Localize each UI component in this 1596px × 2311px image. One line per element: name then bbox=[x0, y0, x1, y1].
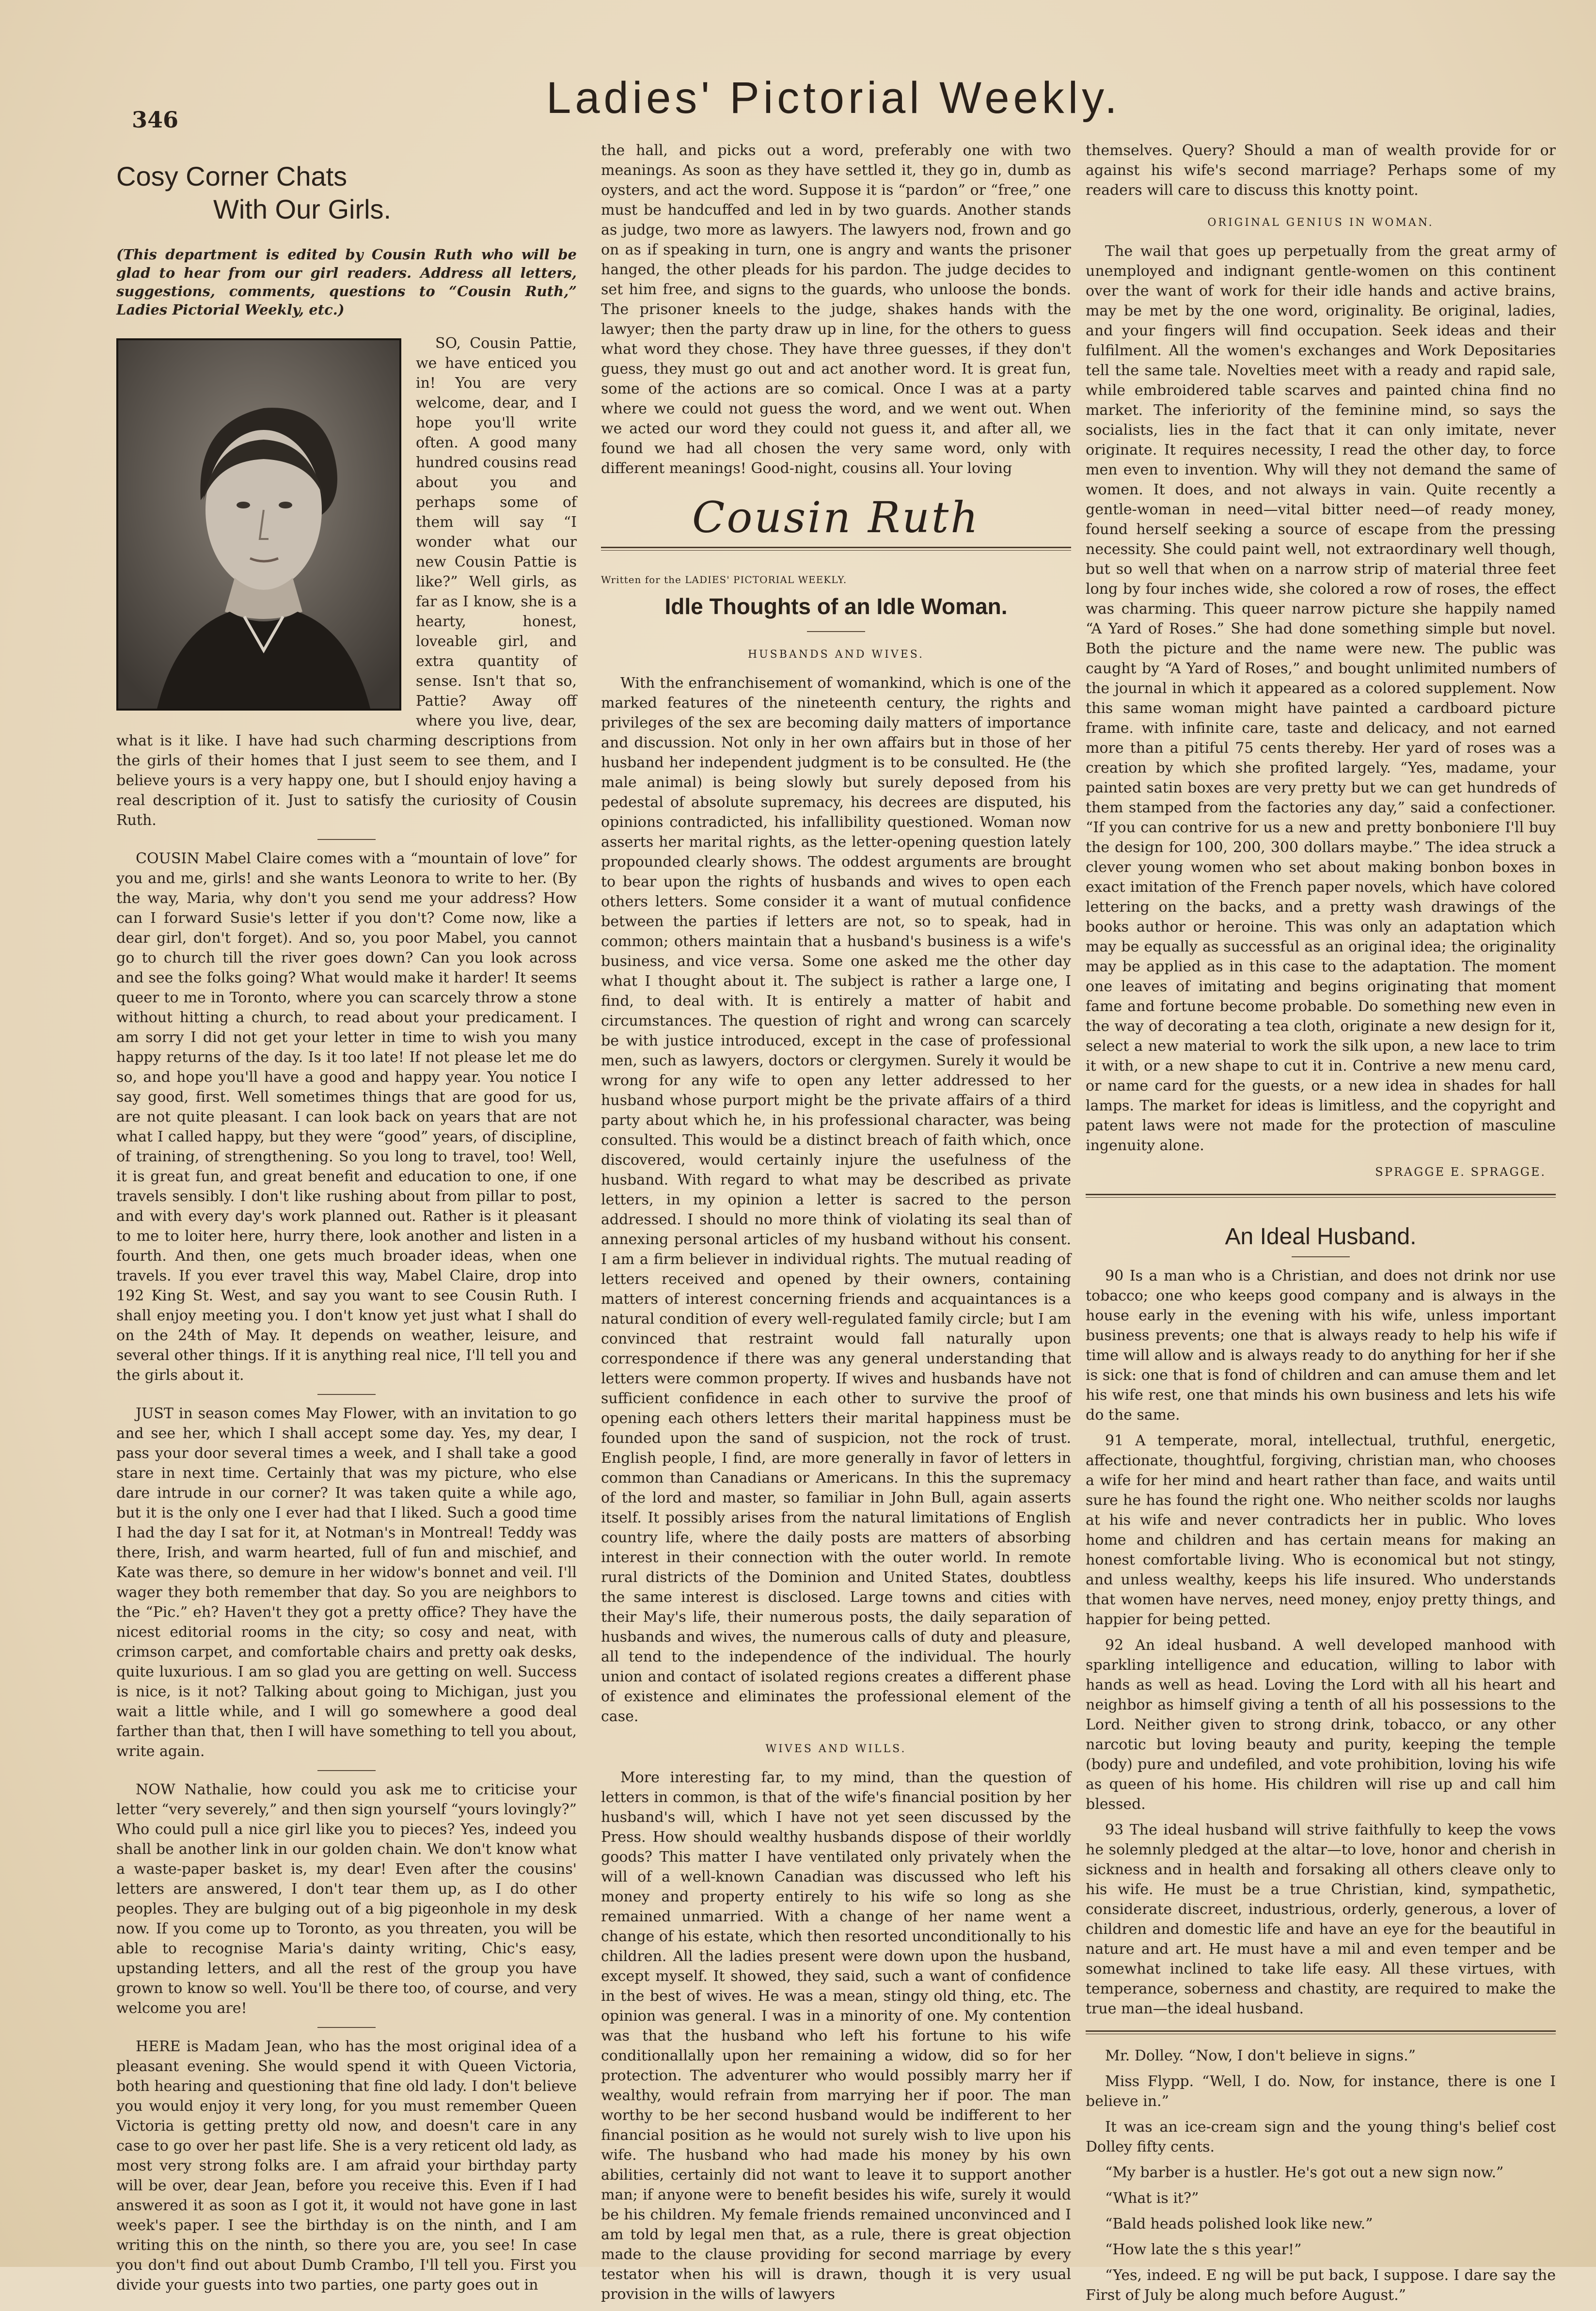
divider bbox=[317, 2027, 376, 2028]
column-middle bbox=[601, 141, 1071, 2310]
column-right bbox=[1086, 141, 1556, 2311]
author-byline: SPRAGGE E. SPRAGGE. bbox=[1375, 1165, 1546, 1179]
ideal-husband-title: An Ideal Husband. bbox=[1225, 1224, 1417, 1250]
para-mabel-claire: COUSIN Mabel Claire comes with a “mountain of love” for you and me, girls! and she wants Leonora to write to her. (By the way, Maria, why don't you send me your address? How can I forward Susie's letter if you don't? Come now, like a dear girl, don't forget). And so, you poor Mabel, you cannot go to church till the river goes down? Can you look across and see the folks going? What would make it harder! It seems queer to me in Toronto, where you can scarcely throw a stone without hitting a church, to read about your predicament. I am sorry I did not get your letter in time to wish you many happy returns of the day. Is it too late! If not please let me do so, and hope you'll have a good and happy year. You notice I say good, first. Well sometimes things that are good for us, are not quite pleasant. I can look back on years that are not what I called happy, but they were “good” years, of discipline, of training, of strengthening. So you long to travel, too! Well, it is great fun, and great benefit and education to one, if one travels sensibly. I don't like rushing about from pillar to post, and with every day's work planned out. Rather is it pleasant to me to loiter here, hurry there, look another and listen in a fourth. And then, one gets much broader ideas, when one travels. If you ever travel this way, Mabel Claire, drop into 192 King St. West, and say you want to see Cousin Ruth. I shall enjoy meeting you. I don't know yet just what I shall do on the 24th of May. It depends on weather, leisure, and several other things. If it is anything real nice, I'll tell you and the girls about it. bbox=[116, 850, 577, 1384]
para-cousin-pattie: SO, Cousin Pattie, we have enticed you in! You are very welcome, dear, and I hope you'll write often. A good many hundred cousins read about you and perhaps some of them will say “I wonder what our new Cousin Pattie is like?” Well girls, as far as I know, she is a hearty, honest, loveable girl, and extra quantity of sense. Isn't that so, Pattie? Away off where you live, dear, what is it like. I have had such charming descriptions from the girls of their homes that I just seem to see them, and I believe yours is a very happy one, but I should enjoy having a real description of it. Just to satisfy the curiosity of Cousin Ruth. bbox=[116, 335, 577, 829]
para-query: themselves. Query? Should a man of wealth provide for or against his wife's second marriage? Perhaps some of my readers will care to discuss this knotty point. bbox=[1086, 142, 1556, 199]
portrait-photo bbox=[116, 338, 401, 711]
para-may-flower: JUST in season comes May Flower, with an invitation to go and see her, which I shall accept some day. Yes, my dear, I pass your door several times a week, and I shall take a good stare in next time. Certainly that was my picture, who else dare intrude in our corner? It was taken quite a while ago, but it is the only one I ever had that I liked. Such a good time I had the day I sat for it, at Notman's in Montreal! Teddy was there, Irish, and warm hearted, full of fun and mischief, and Kate was there, so demure in her widow's bonnet and veil. I'll wager they both remember that day. So you are neighbors to the “Pic.” eh? Haven't they got a pretty office? They have the nicest editorial rooms in the city; so cosy and neat, with crimson carpet, and comfortable chairs and pretty oak desks, quite luxurious. I am so glad you are getting on well. Success is nice, is it not? Talking about going to Michigan, just you wait a little while, and I will go somewhere a good deal farther than that, then I will have something to tell you about, write again. bbox=[116, 1405, 577, 1760]
joke-line: It was an ice-cream sign and the young thing's belief cost Dolley fifty cents. bbox=[1086, 2119, 1556, 2155]
joke-line: “Yes, indeed. E ng will be put back, I suppose. I dare say the First of July be along much before August.” bbox=[1086, 2267, 1556, 2304]
jokes-section bbox=[1086, 2046, 1556, 2305]
entry-92: 92 An ideal husband. A well developed manhood with sparkling intelligence and education, willing to labor with hands as well as head. Loving the Lord with all his heart and neighbor as himself giving a tenth of all his possessions to the Lord. Neither given to strong drink, tobacco, or any other narcotic but loving beauty and purity, keeping the temple (body) pure and undefiled, and vote prohibition, loving his wife as queen of his home. His children will rise up and call him blessed. bbox=[1086, 1637, 1556, 1813]
signature-cousin-ruth: Cousin Ruth bbox=[692, 492, 980, 542]
double-rule bbox=[601, 547, 1071, 551]
page-number: 346 bbox=[132, 107, 179, 133]
entry-91: 91 A temperate, moral, intellectual, truthful, energetic, affectionate, thoughtful, forgiving, christian man, who chooses a wife for her mind and heart rather than face, and waits until sure he has found the right one. Who neither scolds nor laughs at his wife and never contradicts her in public. Who loves home and children and has certain means for making an honest comfortable living. Who is economical but not stingy, and unless wealthy, keeps his life insured. Who understands that women have nerves, need money, enjoy pretty things, and happier for being petted. bbox=[1086, 1432, 1556, 1628]
double-rule bbox=[1086, 1194, 1556, 1198]
double-rule bbox=[1086, 2030, 1556, 2034]
joke-line: “How late the s this year!” bbox=[1105, 2241, 1302, 2258]
divider bbox=[317, 839, 376, 840]
divider bbox=[317, 1394, 376, 1395]
divider bbox=[1292, 1256, 1350, 1257]
portrait-image bbox=[118, 340, 399, 709]
idle-thoughts-title: Idle Thoughts of an Idle Woman. bbox=[664, 594, 1008, 619]
page-header bbox=[116, 68, 1551, 131]
subhead-husbands-wives: HUSBANDS AND WIVES. bbox=[747, 649, 925, 661]
joke-line: “Bald heads polished look like new.” bbox=[1105, 2216, 1373, 2232]
column-left bbox=[116, 141, 577, 2301]
joke-line: “My barber is a hustler. He's got out a new sign now.” bbox=[1105, 2164, 1504, 2181]
subhead-original-genius: ORIGINAL GENIUS IN WOMAN. bbox=[1207, 217, 1434, 229]
cosy-corner-title bbox=[116, 160, 577, 226]
title-line-2: With Our Girls. bbox=[213, 194, 392, 224]
entry-90: 90 Is a man who is a Christian, and does not drink nor use tobacco; one who keeps good company and is always in the house early in the evening with his wife, unless important business prevents; one that is always ready to help his wife if time will allow and is always ready to do anything for her if she is sick: one that is fond of children and can amuse them and let his wife rest, one that minds his own business and lets his wife do the same. bbox=[1086, 1267, 1556, 1424]
para-dumb-crambo: the hall, and picks out a word, preferably one with two meanings. As soon as they have settled it, they go in, dumb as oysters, and act the word. Suppose it is “pardon” or “free,” one must be handcuffed and led in by two guards. Another stands as judge, two more as lawyers. The lawyers nod, frown and go on as if speaking in turn, one is angry and wants the prisoner hanged, the other pleads for his pardon. The judge decides to set him free, and signs to the guards, who unloose the bonds. The prisoner kneels to the judge, shakes hands with the lawyer; then the party draw up in line, for the others to guess what word they chose. They have three guesses, if they don't guess, they must go out and act another word. It is great fun, some of the actions are so comical. Once I was at a party where we could not guess the word, and we went out. When we acted our word they could not guess it, and after all, we found we had all chosen the very same word, only with different meanings! Good-night, cousins all. Your loving bbox=[601, 142, 1071, 477]
joke-line: “What is it?” bbox=[1105, 2190, 1199, 2207]
divider bbox=[317, 1770, 376, 1771]
joke-line: Miss Flypp. “Well, I do. Now, for instance, there is one I believe in.” bbox=[1086, 2073, 1556, 2110]
para-nathalie: NOW Nathalie, how could you ask me to criticise your letter “very severely,” and then sign yourself “yours lovingly?” Who could pull a nice girl like you to pieces? Yes, indeed you shall be another link in our golden chain. We don't know what a waste-paper basket is, my dear! Even after the cousins' letters are answered, I don't tear them up, as I do other peoples. They are bulging out of a big pigeonhole in my desk now. If you come up to Toronto, as you threaten, you will be able to recognise Maria's dainty writing, Chic's easy, upstanding letters, and all the rest of the group you have grown to know so well. You'll be there too, of course, and very welcome you are! bbox=[116, 1781, 577, 2017]
title-line-1: Cosy Corner Chats bbox=[116, 161, 348, 191]
written-for-note: Written for the LADIES' PICTORIAL WEEKLY. bbox=[601, 574, 847, 586]
para-original-genius: The wail that goes up perpetually from the great army of unemployed and indignant gentle-women on this continent over the want of work for their idle hands and active brains, may be met by the one word, originality. Be original, ladies, and your fingers will find occupation. Seek ideas and their fulfilment. All the women's exchanges and Work Depositaries tell the same tale. Novelties meet with a ready and rapid sale, while embroidered table scarves and painted china find no market. The inferiority of the feminine mind, so says the socialists, lies in the fact that it can only imitate, never originate. It requires necessity, I read the other day, to force men even to invention. Why will they not demand the same of women. It does, and not always in vain. Quite recently a gentle-woman in need—vital bitter need—of ready money, found herself seeking a source of escape from the pressing necessity. She could paint well, not extraordinary well though, but so well that when on a narrow strip of material three feet long by four inches wide, she colored a row of roses, the effect was charming. This queer narrow picture she happily named “A Yard of Roses.” She had done something simple but novel. Both the picture and the name were new. The public was caught by “A Yard of Roses,” and bought unlimited numbers of the journal in which it appeared as a colored supplement. Now this same woman might have painted a cardboard picture frame. with infinite care, taste and delicacy, and not earned more than a pitiful 75 cents thereby. Her yard of roses was a creation by which she profited largely. “Yes, madame, your painted satin boxes are very pretty but we can get hundreds of them stamped from the factories any day,” said a confectioner. “If you can contrive for us a new and pretty bonboniere I'll buy the design for 100, 200, 300 dollars maybe.” The idea struck a clever young women who set about making bonbon boxes in exact imitation of the French paper novels, which have colored lettering on the backs, and a pretty wash drawings of the books author or heroine. This was only an adaptation which may be equally as successful as an original idea; the originality may be applied as in this case to the adaptation. The moment one leaves of imitating and begins originating that moment fame and fortune become probable. Do something new even in the way of decorating a tea cloth, originate a new design for it, select a new material to work the silk upon, a new lace to trim it with, or a new shape to cut it in. Contrive a new menu card, or name card for the guests, or a new idea in shades for hall lamps. The market for ideas is limitless, and the copyright and patent laws were not made for the protection of masculine ingenuity alone. bbox=[1086, 243, 1556, 1154]
entry-93: 93 The ideal husband will strive faithfully to keep the vows he solemnly pledged at the altar—to love, honor and cherish in sickness and in health and forsaking all others cleave only to his wife. He must be a true Christian, kind, sympathetic, considerate discreet, industrious, orderly, generous, a lover of children and domestic life and have an eye for the beautiful in nature and art. He must have a mil and even temper and be somewhat inclined to take life easy. All these virtues, with temperance, soberness and chastity, are required to make the true man—the ideal husband. bbox=[1086, 1821, 1556, 2017]
para-letters: With the enfranchisement of womankind, which is one of the marked features of the nineteenth century, the rights and privileges of the sex are becoming daily matters of importance and discussion. Not only in her own affairs but in those of her husband her independent judgment is to be consulted. He (the male animal) is being slowly but surely deposed from his pedestal of absolute supremacy, his decrees are disputed, his opinions contradicted, his infallibility questioned. Woman now asserts her marital rights, as the letter-opening question lately propounded clearly shows. The oddest arguments are brought to bear upon the rights of husbands and wives to open each others letters. Some consider it a want of mutual confidence between the parties if letters are not, so to speak, had in common; others maintain that a husband's business is a wife's business, and vice versa. Some one asked me the other day what I thought about it. The subject is rather a large one, I find, to deal with. It is entirely a matter of habit and circumstances. The question of right and wrong can scarcely be with justice introduced, except in the case of professional men, such as lawyers, doctors or clergymen. Surely it would be wrong for any wife to open any letter addressed to her husband whose purport might be the private affairs of a third party about which he, in his professional character, was being consulted. This would be a distinct breach of faith which, once discovered, would certainly injure the usefulness of the husband. With regard to what may be described as private letters, in my opinion a letter is sacred to the person addressed. I should no more think of violating its seal than of annexing personal articles of my husband without his consent. I am a firm believer in individual rights. The mutual reading of letters received and opened by their owners, containing matters of interest concerning friends and acquaintances is a natural condition of every well-regulated family circle; but I am convinced that restraint would fall naturally upon correspondence if there was any general understanding that letters were common property. If wives and husbands have not sufficient confidence in each other to survive the proof of opening each others letters their marital happiness must be founded upon the sand of suspicion, not the rock of trust. English people, I find, are more generally in favor of letters in common than Canadians or Americans. In this the supremacy of the lord and master, so familiar in John Bull, again asserts itself. It possibly arises from the natural limitations of English country life, where the daily posts are matters of absorbing interest in their connection with the outer world. In remote rural districts of the Dominion and United States, doubtless the same interest is disclosed. Large towns and cities with their May's life, their numerous posts, the daily separation of husbands and wives, the numerous calls of duty and pleasure, all tend to the independence of the individual. The hourly union and contact of isolated regions creates a different phase of existence and eliminates the professional element of the case. bbox=[601, 675, 1071, 1725]
masthead: Ladies' Pictorial Weekly. bbox=[546, 73, 1121, 123]
divider bbox=[807, 631, 865, 632]
editor-note: (This department is edited by Cousin Ruth who will be glad to hear from our girl readers. Address all letters, suggestions, comments, questions to “Cousin Ruth,” Ladies Pictorial Weekly, etc.) bbox=[116, 246, 577, 318]
para-wills: More interesting far, to my mind, than the question of letters in common, is that of the wife's financial position by her husband's will, which I have not yet seen discussed by the Press. How should wealthy husbands dispose of their worldly goods? This matter I have ventilated only privately when the will of a well-known Canadian was discussed who left his money and property entirely to his wife so long as she remained unmarried. With a change of her name went a change of his estate, which then resorted unconditionally to his children. All the ladies present were down upon the husband, except myself. It showed, they said, such a want of confidence in the best of wives. He was a mean, stingy old thing, etc. The opinion was general. I was in a minority of one. My contention was that the husband who left his fortune to his wife conditionallally upon her remaining a widow, did so for her protection. The adventurer who would possibly marry her if wealthy, would refrain from marrying her if poor. The man worthy to be her second husband would be indifferent to her financial position as he would not surely wish to live upon his wife. The husband who had made his money by his own abilities, certainly did not want to leave it to support another man; if anyone were to benefit besides his wife, surely it would be his children. My female friends remained unconvinced and I am told by legal men that, as a rule, there is great objection made to the clause providing for second marriage by every testator when his will is drawn, though it is very usual provision in the wills of lawyers bbox=[601, 1769, 1071, 2303]
para-madam-jean: HERE is Madam Jean, who has the most original idea of a pleasant evening. She would spend it with Queen Victoria, both hearing and questioning that fine old lady. I don't believe you would enjoy it very long, for you must remember Queen Victoria is getting pretty old now, and doesn't care in any case to go over her past life. She is a very reticent old lady, as most very strong folks are. I am afraid your birthday party will be over, dear Jean, before you receive this. Even if I had answered it as soon as I got it, it would not have gone in last week's paper. I see the birthday is on the ninth, and I am writing this on the ninth, so there you are, you see! In case you don't find out about Dumb Crambo, I'll tell you. First you divide your guests into two parties, one party goes out in bbox=[116, 2038, 577, 2294]
joke-line: Mr. Dolley. “Now, I don't believe in signs.” bbox=[1105, 2047, 1416, 2064]
subhead-wives-wills: WIVES AND WILLS. bbox=[765, 1743, 907, 1755]
